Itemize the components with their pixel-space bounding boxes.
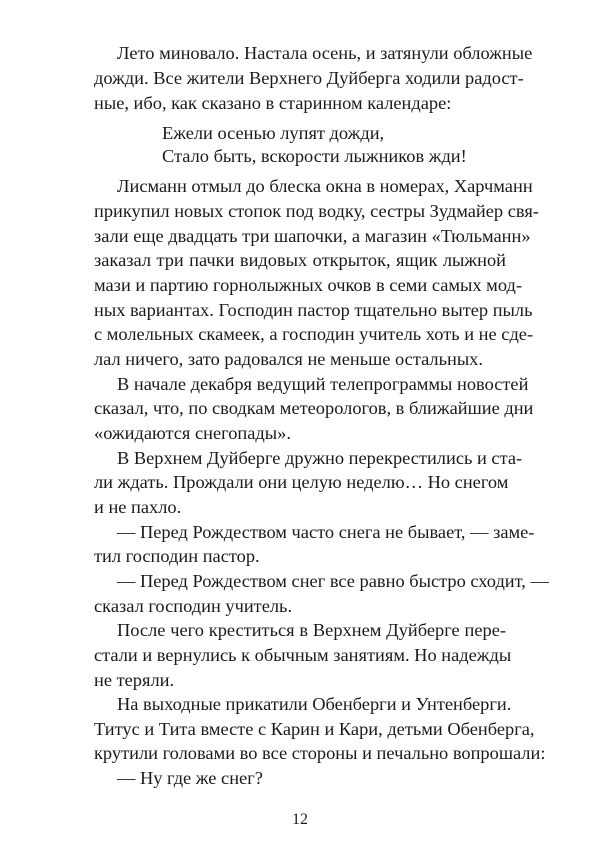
text-line: ли ждать. Прождали они целую неделю… Но снегом	[94, 472, 509, 492]
text-line: После чего креститься в Верхнем Дуйберге пере-	[117, 620, 506, 640]
text-line: ных вариантах. Господин пастор тщательно вытер пыль	[94, 300, 533, 320]
text-line: мази и партию горнолыжных очков в семи самых мод-	[94, 275, 522, 295]
text-line: не теряли.	[94, 670, 175, 690]
text-line: Лето миновало. Настала осень, и затянули обложные	[117, 43, 533, 63]
text-line: Титус и Тита вместе с Карин и Кари, детьми Обенберга,	[94, 719, 535, 739]
text-line: Лисманн отмыл до блеска окна в номерах, Харчманн	[117, 176, 533, 196]
text-line: сказал, что, по сводкам метеорологов, в ближайшие дни	[94, 398, 534, 418]
text-line: ные, ибо, как сказано в старинном календаре:	[94, 93, 452, 113]
text-line: тил господин пастор.	[94, 546, 260, 566]
text-line: заказал три пачки видовых открыток, ящик лыжной	[94, 250, 506, 270]
dialogue-line: — Ну где же снег?	[117, 768, 263, 788]
text-line: На выходные прикатили Обенберги и Унтенберги.	[117, 694, 512, 714]
text-line: дожди. Все жители Верхнего Дуйберга ходили радост-	[94, 68, 524, 88]
dialogue-line: — Перед Рождеством снег все равно быстро сходит, —	[117, 571, 549, 591]
page-number: 12	[292, 811, 308, 828]
verse-line: Ежели осенью лупят дожди,	[162, 123, 385, 143]
verse-line: Стало быть, вскорости лыжников жди!	[162, 146, 467, 166]
dialogue-line: — Перед Рождеством часто снега не бывает, — заме-	[117, 522, 535, 542]
text-line: и не пахло.	[94, 497, 182, 517]
text-line: «ожидаются снегопады».	[94, 423, 291, 443]
text-line: сказал господин учитель.	[94, 596, 293, 616]
text-line: с молельных скамеек, а господин учитель хоть и не сде-	[94, 324, 534, 344]
text-line: прикупил новых стопок под водку, сестры Зудмайер свя-	[94, 201, 539, 221]
text-line: В начале декабря ведущий телепрограммы новостей	[117, 374, 529, 394]
text-line: крутили головами во все стороны и печально вопрошали:	[94, 743, 546, 763]
text-line: стали и вернулись к обычным занятиям. Но надежды	[94, 645, 512, 665]
text-line: В Верхнем Дуйберге дружно перекрестились и ста-	[117, 448, 523, 468]
text-line: лал ничего, зато радовался не меньше остальных.	[94, 349, 483, 369]
text-line: зали еще двадцать три шапочки, а магазин «Тюльманн»	[94, 226, 531, 246]
